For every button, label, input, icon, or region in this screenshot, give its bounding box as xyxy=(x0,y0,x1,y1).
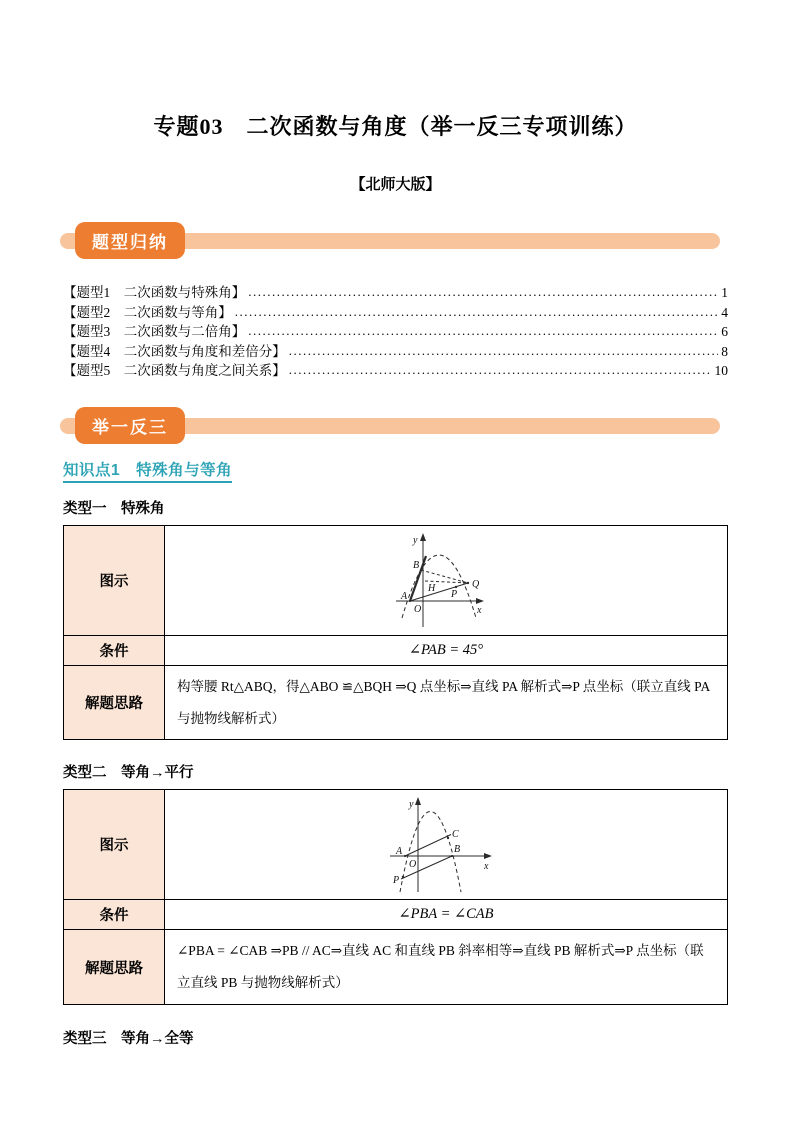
type-three-heading: 类型三 等角→全等 xyxy=(63,1030,194,1047)
table-row-condition xyxy=(64,635,728,665)
condition-row-label: 条件 xyxy=(64,635,165,665)
toc-leader-dots xyxy=(289,341,719,361)
toc-leader-dots xyxy=(248,282,718,302)
point-p xyxy=(402,876,404,878)
toc-item xyxy=(63,283,728,303)
toc-leader-dots xyxy=(289,360,712,380)
table-row-approach xyxy=(64,665,728,739)
table-row-condition xyxy=(64,900,728,930)
edition-label: 【北师大版】 xyxy=(350,177,441,193)
diagram-row-label: 图示 xyxy=(64,525,165,635)
diagram-row-label: 图示 xyxy=(64,790,165,900)
fig2-label-y: y xyxy=(409,798,414,810)
toc-leader-dots xyxy=(235,302,719,322)
point-q xyxy=(467,582,469,584)
diagram-cell xyxy=(165,525,728,635)
type-two-heading: 类型二 等角→平行 xyxy=(63,765,194,782)
toc-item-label: 【题型1 二次函数与特殊角】 xyxy=(63,285,246,300)
approach-text: ∠PBA = ∠CAB ⇒PB // AC⇒直线 AC 和直线 PB 斜率相等⇒直线 PB 解析式⇒P 点坐标（联立直线 PB 与抛物线解析式） xyxy=(165,930,728,1004)
toc-item xyxy=(63,303,728,323)
knowledge-point-heading: 知识点1 特殊角与等角 xyxy=(63,458,232,483)
type-one-table xyxy=(63,525,728,740)
type-two-table xyxy=(63,789,728,1004)
parabola-curve xyxy=(400,811,461,892)
condition-row-label: 条件 xyxy=(64,900,165,930)
condition-value: ∠PBA = ∠CAB xyxy=(165,900,728,930)
point-b xyxy=(420,569,422,571)
overview-band xyxy=(63,222,728,259)
fig1-label-o: O xyxy=(414,604,422,616)
fig1-label-p: P xyxy=(451,589,458,601)
table-row-diagram xyxy=(64,790,728,900)
segment-ac xyxy=(405,834,451,856)
fig1-label-h: H xyxy=(428,583,436,595)
toc-item-label: 【题型2 二次函数与等角】 xyxy=(63,304,232,320)
toc-item-label: 【题型5 二次函数与角度之间关系】 xyxy=(63,363,286,379)
parabola-figure-parallel xyxy=(380,795,512,895)
condition-value: ∠PAB = 45° xyxy=(165,635,728,665)
toc-item xyxy=(63,342,728,362)
overview-badge: 题型归纳 xyxy=(75,222,185,259)
toc-leader-dots xyxy=(248,321,718,341)
x-axis-arrow-icon xyxy=(476,598,484,604)
fig1-label-x: x xyxy=(477,605,482,617)
practice-band xyxy=(63,407,728,444)
fig2-label-b: B xyxy=(454,843,461,855)
type-one-heading: 类型一 特殊角 xyxy=(63,500,165,517)
toc-page-number: 10 xyxy=(714,363,728,379)
parabola-figure-special-angle xyxy=(380,530,512,630)
diagram-cell xyxy=(165,790,728,900)
x-axis-arrow-icon xyxy=(484,853,492,859)
toc-page-number: 1 xyxy=(721,285,728,300)
segment-aq xyxy=(410,583,468,601)
toc-page-number: 8 xyxy=(721,343,728,359)
toc-item xyxy=(63,322,728,342)
practice-badge: 举一反三 xyxy=(75,407,185,444)
page-title: 专题03 二次函数与角度（举一反三专项训练） xyxy=(153,114,638,139)
fig1-label-y: y xyxy=(413,535,418,547)
approach-row-label: 解题思路 xyxy=(64,665,165,739)
point-b xyxy=(451,855,453,857)
fig2-label-p: P xyxy=(393,874,400,886)
point-a xyxy=(409,600,411,602)
fig1-label-b: B xyxy=(413,560,420,572)
point-p xyxy=(455,586,457,588)
toc-page-number: 6 xyxy=(721,324,728,340)
fig2-label-a: A xyxy=(396,845,403,857)
fig2-label-o: O xyxy=(409,858,417,870)
table-row-approach xyxy=(64,930,728,1004)
toc-list xyxy=(63,283,728,381)
y-axis-arrow-icon xyxy=(420,533,426,541)
table-row-diagram xyxy=(64,525,728,635)
fig1-label-q: Q xyxy=(472,579,480,591)
toc-item xyxy=(63,361,728,381)
fig1-label-a: A xyxy=(401,591,408,603)
point-a xyxy=(404,855,406,857)
toc-item-label: 【题型4 二次函数与角度和差倍分】 xyxy=(63,343,286,359)
toc-page-number: 4 xyxy=(721,304,728,320)
approach-text: 构等腰 Rt△ABQ，得△ABO ≌△BQH ⇒Q 点坐标⇒直线 PA 解析式⇒P 点坐标（联立直线 PA 与抛物线解析式） xyxy=(165,665,728,739)
fig2-label-c: C xyxy=(452,828,459,840)
y-axis-arrow-icon xyxy=(415,797,421,805)
fig2-label-x: x xyxy=(484,860,489,872)
toc-item-label: 【题型3 二次函数与二倍角】 xyxy=(63,324,246,340)
point-c xyxy=(447,837,449,839)
approach-row-label: 解题思路 xyxy=(64,930,165,1004)
